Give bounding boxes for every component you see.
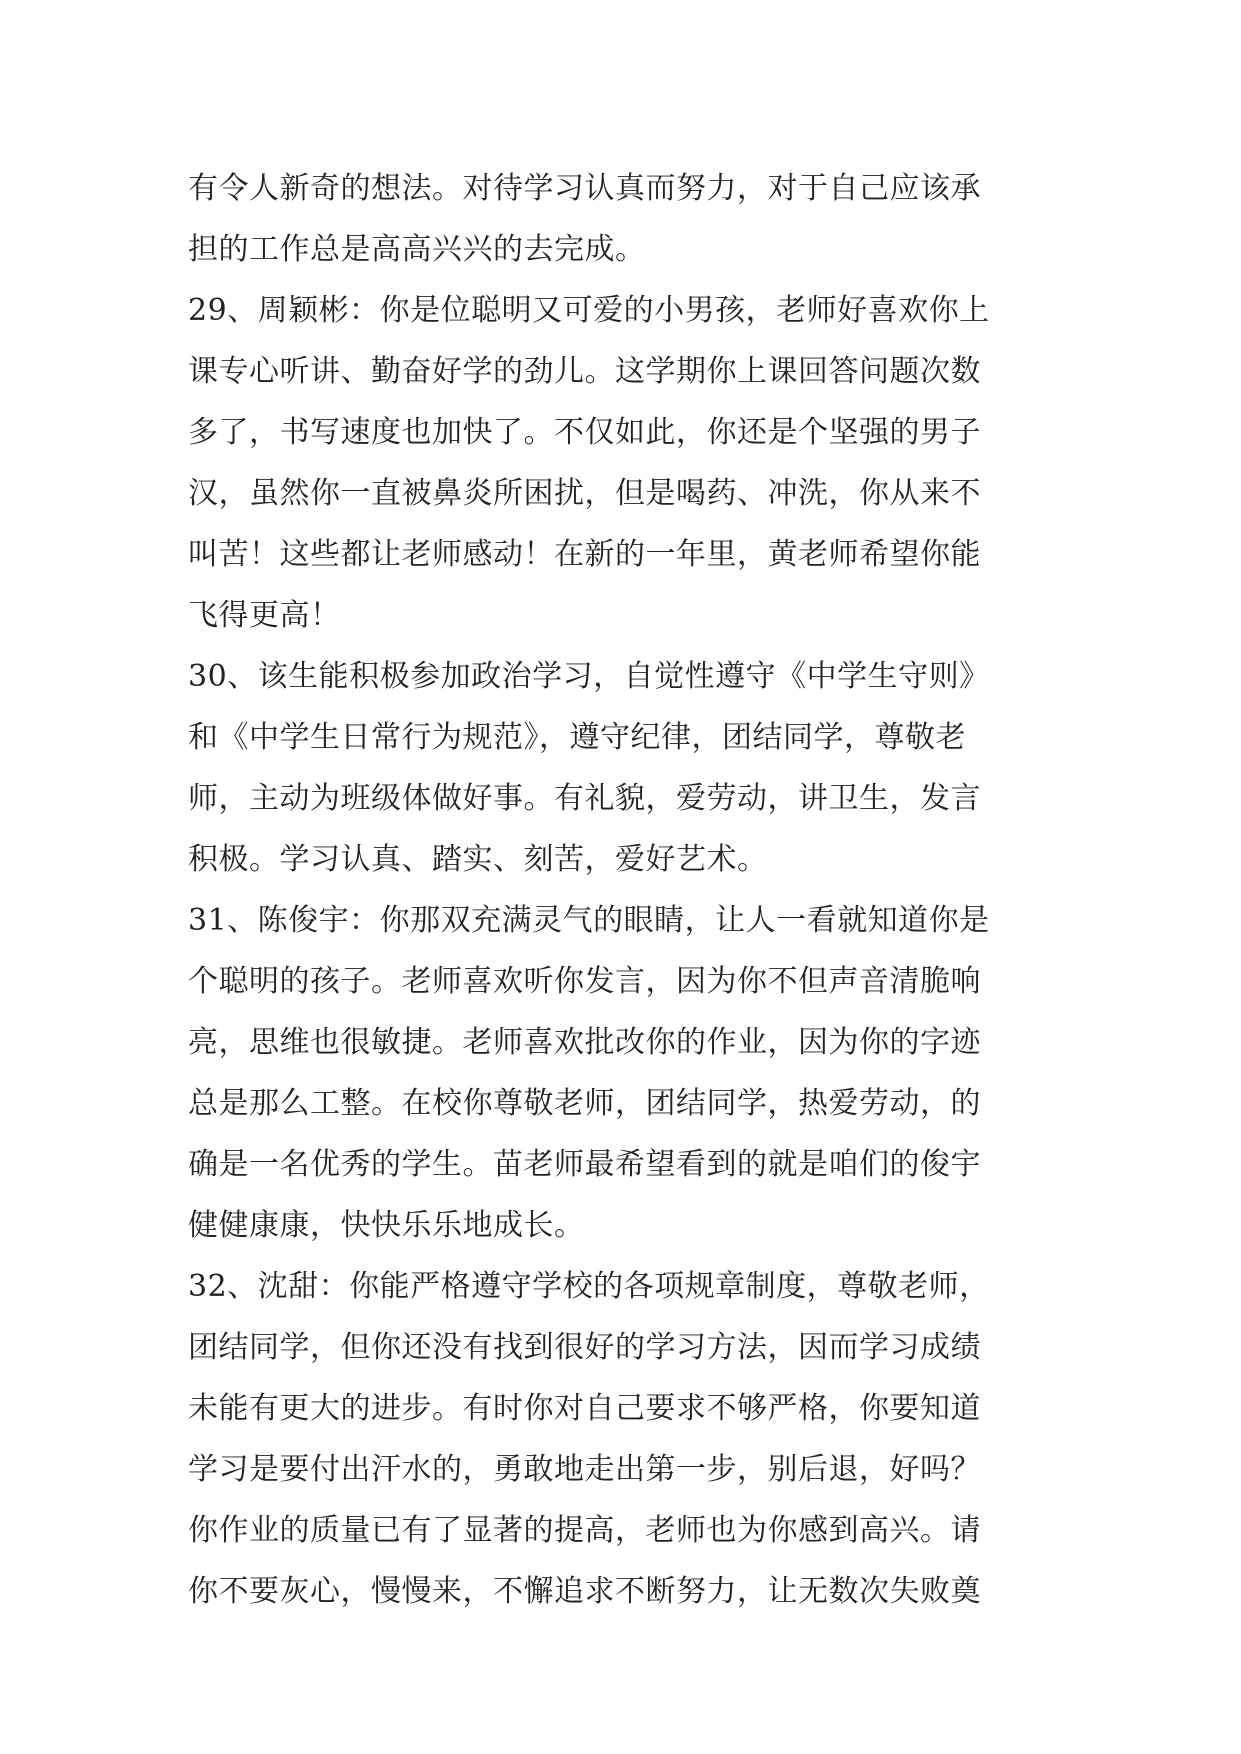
text-line: 总是那么工整。在校你尊敬老师，团结同学，热爱劳动，的 <box>188 1086 981 1121</box>
text-line: 多了，书写速度也加快了。不仅如此，你还是个坚强的男子 <box>188 415 981 450</box>
text-line: 你作业的质量已有了显著的提高，老师也为你感到高兴。请 <box>188 1513 981 1548</box>
text-line: 积极。学习认真、踏实、刻苦，爱好艺术。 <box>188 842 768 877</box>
text-line: 亮，思维也很敏捷。老师喜欢批改你的作业，因为你的字迹 <box>188 1025 981 1060</box>
text-line: 健健康康，快快乐乐地成长。 <box>188 1208 585 1243</box>
text-line: 未能有更大的进步。有时你对自己要求不够严格，你要知道 <box>188 1391 981 1426</box>
text-line: 飞得更高！ <box>188 598 341 633</box>
text-line: 课专心听讲、勤奋好学的劲儿。这学期你上课回答问题次数 <box>188 354 981 389</box>
text-line: 担的工作总是高高兴兴的去完成。 <box>188 232 646 267</box>
text-line: 32、沈甜：你能严格遵守学校的各项规章制度，尊敬老师， <box>188 1269 990 1304</box>
text-line: 汉，虽然你一直被鼻炎所困扰，但是喝药、冲洗，你从来不 <box>188 476 981 511</box>
text-line: 确是一名优秀的学生。苗老师最希望看到的就是咱们的俊宇 <box>188 1147 981 1182</box>
text-line: 30、该生能积极参加政治学习，自觉性遵守《中学生守则》 <box>188 659 990 694</box>
text-line: 学习是要付出汗水的，勇敢地走出第一步，别后退，好吗？ <box>188 1452 981 1487</box>
text-line: 你不要灰心，慢慢来，不懈追求不断努力，让无数次失败奠 <box>188 1574 981 1609</box>
text-line: 团结同学，但你还没有找到很好的学习方法，因而学习成绩 <box>188 1330 981 1365</box>
text-line: 叫苦！这些都让老师感动！在新的一年里，黄老师希望你能 <box>188 537 981 572</box>
text-line: 有令人新奇的想法。对待学习认真而努力，对于自己应该承 <box>188 171 981 206</box>
document-body <box>188 158 1058 1622</box>
text-line: 31、陈俊宇：你那双充满灵气的眼睛，让人一看就知道你是 <box>188 903 990 938</box>
text-line: 和《中学生日常行为规范》，遵守纪律，团结同学，尊敬老 <box>188 720 966 755</box>
text-line: 个聪明的孩子。老师喜欢听你发言，因为你不但声音清脆响 <box>188 964 981 999</box>
text-line: 师，主动为班级体做好事。有礼貌，爱劳动，讲卫生，发言 <box>188 781 981 816</box>
text-line: 29、周颖彬：你是位聪明又可爱的小男孩，老师好喜欢你上 <box>188 293 990 328</box>
